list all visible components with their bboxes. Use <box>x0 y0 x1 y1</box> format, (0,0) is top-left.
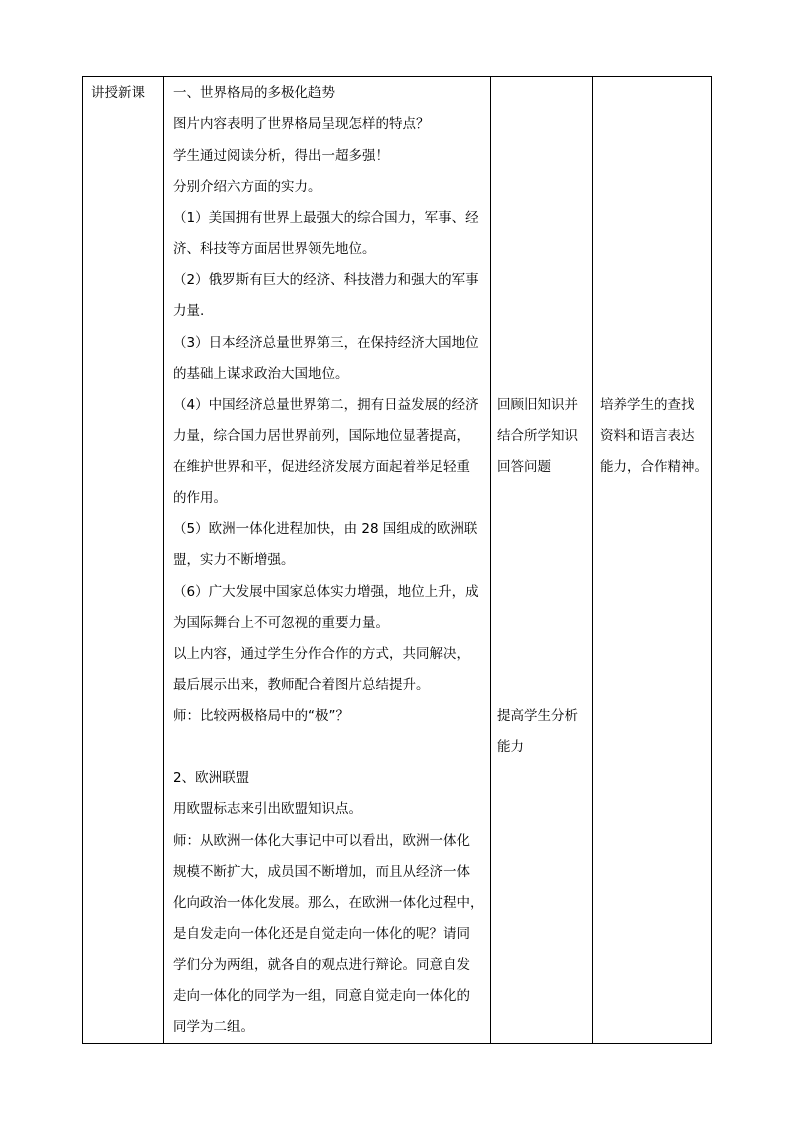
teaching-content-column <box>164 77 490 1043</box>
content-line: 的作用。 <box>173 490 227 506</box>
content-line: 是自发走向一体化还是自觉走向一体化的呢？请同 <box>173 926 470 942</box>
content-line: 学们分为两组，就各自的观点进行辩论。同意自发 <box>173 957 470 973</box>
content-line: 以上内容，通过学生分作合作的方式，共同解决， <box>173 646 470 662</box>
content-line: 师：从欧洲一体化大事记中可以看出，欧洲一体化 <box>173 833 470 849</box>
content-line: 一、世界格局的多极化趋势 <box>173 85 335 101</box>
content-line: 在维护世界和平，促进经济发展方面起着举足轻重 <box>173 459 470 475</box>
section-label: 讲授新课 <box>91 85 145 101</box>
section-label-column <box>83 77 163 1043</box>
content-line: 师：比较两极格局中的“极”？ <box>173 708 349 724</box>
design-intent-cell <box>593 77 712 1044</box>
content-line: 为国际舞台上不可忽视的重要力量。 <box>173 615 389 631</box>
content-line: （5）欧洲一体化进程加快，由 28 国组成的欧洲联 <box>173 521 478 537</box>
content-line: 用欧盟标志来引出欧盟知识点。 <box>173 801 362 817</box>
content-line: （4）中国经济总量世界第二，拥有日益发展的经济 <box>173 397 479 413</box>
teaching-content-cell <box>164 77 491 1044</box>
content-line: 2、欧洲联盟 <box>173 770 250 786</box>
content-line: 分别介绍六方面的实力。 <box>173 179 322 195</box>
content-line: 的基础上谋求政治大国地位。 <box>173 366 349 382</box>
content-line: （3）日本经济总量世界第三，在保持经济大国地位 <box>173 335 479 351</box>
student-activity-column <box>491 77 592 1043</box>
content-line: 化向政治一体化发展。那么，在欧洲一体化过程中， <box>173 895 484 911</box>
content-line: （1）美国拥有世界上最强大的综合国力，军事、经 <box>173 210 479 226</box>
activity-line: 回顾旧知识并 <box>497 397 578 413</box>
content-line: 图片内容表明了世界格局呈现怎样的特点？ <box>173 116 430 132</box>
content-line: 盟，实力不断增强。 <box>173 552 295 568</box>
content-line: 学生通过阅读分析，得出一超多强！ <box>173 148 389 164</box>
content-line: （2）俄罗斯有巨大的经济、科技潜力和强大的军事 <box>173 272 479 288</box>
content-line: 规模不断扩大，成员国不断增加，而且从经济一体 <box>173 864 470 880</box>
content-line: 力量，综合国力居世界前列，国际地位显著提高， <box>173 428 470 444</box>
intent-line: 能力，合作精神。 <box>600 459 708 475</box>
activity-line: 回答问题 <box>497 459 551 475</box>
content-line: 同学为二组。 <box>173 1019 254 1035</box>
lesson-plan-table <box>82 76 712 1044</box>
content-line: 济、科技等方面居世界领先地位。 <box>173 241 376 257</box>
student-activity-cell <box>491 77 593 1044</box>
content-line: 最后展示出来，教师配合着图片总结提升。 <box>173 677 430 693</box>
intent-line: 资料和语言表达 <box>600 428 695 444</box>
activity-line: 提高学生分析 <box>497 708 578 724</box>
content-line: （6）广大发展中国家总体实力增强，地位上升，成 <box>173 584 479 600</box>
section-label-cell <box>83 77 164 1044</box>
table-row <box>83 77 712 1044</box>
intent-line: 培养学生的查找 <box>600 397 695 413</box>
activity-line: 结合所学知识 <box>497 428 578 444</box>
activity-line: 能力 <box>497 739 524 755</box>
content-line: 走向一体化的同学为一组，同意自觉走向一体化的 <box>173 988 470 1004</box>
content-line: 力量. <box>173 303 205 319</box>
design-intent-column <box>593 77 711 1043</box>
